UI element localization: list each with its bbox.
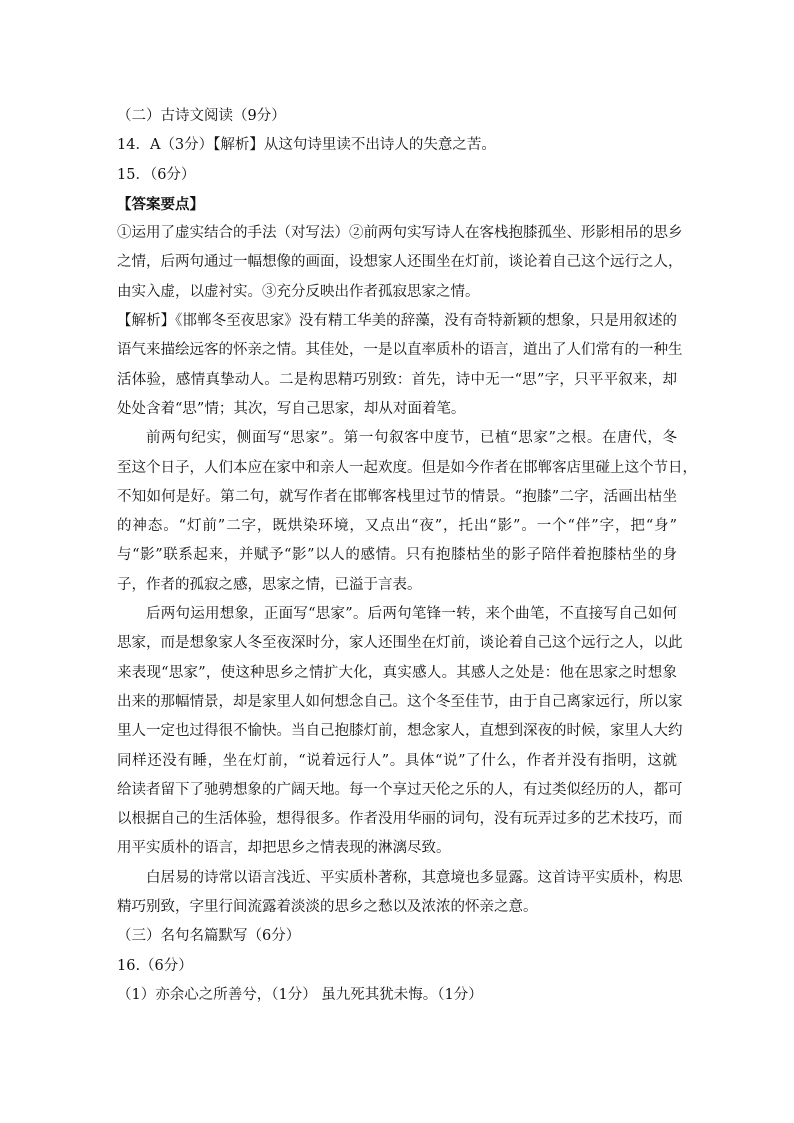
analysis-block bbox=[117, 307, 683, 424]
question-15-heading: 15．（6分） bbox=[117, 166, 196, 183]
paragraph-line: 用平实质朴的语言，却把思乡之情表现的淋漓尽致。 bbox=[117, 840, 451, 857]
question-14-answer: 14．A（3分）【解析】从这句诗里读不出诗人的失意之苦。 bbox=[117, 137, 496, 154]
answer-content bbox=[117, 102, 697, 1010]
analysis-line: 语气来描绘远客的怀亲之情。其佳处，一是以直率质朴的语言，道出了人们常有的一种生 bbox=[117, 342, 683, 359]
analysis-line: 活体验，感情真挚动人。二是构思精巧别致：首先，诗中无一“思”字，只平平叙来，却 bbox=[117, 371, 677, 388]
answer-line: 之情，后两句通过一幅想像的画面，设想家人还围坐在灯前，谈论着自己这个远行之人， bbox=[117, 254, 683, 271]
analysis-line: 【解析】《邯郸冬至夜思家》没有精工华美的辞藻，没有奇特新颖的想象，只是用叙述的 bbox=[117, 313, 677, 330]
paragraph-line: 里人一定也过得很不愉快。当自己抱膝灯前，想念家人，直想到深夜的时候，家里人大约 bbox=[117, 723, 683, 740]
paragraph-line: 子，作者的孤寂之感，思家之情，已溢于言表。 bbox=[117, 576, 422, 593]
paragraph-line: 与“影”联系起来，并赋予“影”以人的感情。只有抱膝枯坐的影子陪伴着抱膝枯坐的身 bbox=[117, 547, 677, 564]
paragraph-first-two-lines bbox=[117, 424, 697, 600]
paragraph-line: 同样还没有睡，坐在灯前，“说着远行人”。具体“说”了什么，作者并没有指明，这就 bbox=[117, 752, 677, 769]
paragraph-line: 不知如何是好。第二句，就写作者在邯郸客栈里过节的情景。“抱膝”二字，活画出枯坐 bbox=[117, 488, 677, 505]
section-heading-classical-reading: （二）古诗文阅读（9分） bbox=[117, 108, 286, 124]
analysis-line: 处处含着“思”情；其次，写自己思家，却从对面着笔。 bbox=[117, 400, 466, 417]
paragraph-last-two-lines bbox=[117, 600, 683, 864]
question-16-heading: 16.（6分） bbox=[117, 957, 193, 974]
question-16-answer-1: （1）亦余心之所善兮，（1分） 虽九死其犹未悔。（1分） bbox=[117, 986, 483, 1003]
paragraph-line: 的神态。“灯前”二字，既烘染环境，又点出“夜”，托出“影”。一个“伴”字，把“身” bbox=[117, 518, 677, 535]
paragraph-line: 以根据自己的生活体验，想得很多。作者没用华丽的词句，没有玩弄过多的艺术技巧，而 bbox=[117, 811, 683, 828]
paragraph-line: 来表现“思家”，使这种思乡之情扩大化，真实感人。其感人之处是：他在思家之时想象 bbox=[117, 664, 677, 681]
paragraph-line: 出来的那幅情景，却是家里人如何想念自己。这个冬至佳节，由于自己离家远行，所以家 bbox=[117, 693, 683, 710]
paragraph-line: 精巧别致，字里行间流露着淡淡的思乡之愁以及浓浓的怀亲之意。 bbox=[117, 899, 538, 916]
paragraph-line: 思家，而是想象家人冬至夜深时分，家人还围坐在灯前，谈论着自己这个远行之人，以此 bbox=[117, 635, 683, 652]
answer-line: 由实入虚，以虚衬实。③充分反映出作者孤寂思家之情。 bbox=[117, 283, 480, 300]
paragraph-line: 给读者留下了驰骋想象的广阔天地。每一个享过天伦之乐的人，有过类似经历的人，都可 bbox=[117, 781, 683, 798]
paragraph-summary bbox=[117, 864, 683, 923]
answer-line: ①运用了虚实结合的手法（对写法）②前两句实写诗人在客栈抱膝孤坐、形影相吊的思乡 bbox=[117, 225, 683, 242]
answer-points-heading: 【答案要点】 bbox=[117, 195, 204, 213]
paragraph-line: 白居易的诗常以语言浅近、平实质朴著称，其意境也多显露。这首诗平实质朴，构思 bbox=[146, 869, 683, 886]
section-heading-recitation: （三）名句名篇默写（6分） bbox=[117, 928, 301, 945]
paragraph-line: 前两句纪实，侧面写“思家”。第一句叙客中度节，已植“思家”之根。在唐代，冬 bbox=[146, 430, 677, 447]
answer-points bbox=[117, 219, 683, 307]
paragraph-line: 后两句运用想象，正面写“思家”。后两句笔锋一转，来个曲笔，不直接写自己如何 bbox=[146, 606, 677, 623]
paragraph-line: 至这个日子，人们本应在家中和亲人一起欢度。但是如今作者在邯郸客店里碰上这个节日， bbox=[117, 459, 697, 476]
